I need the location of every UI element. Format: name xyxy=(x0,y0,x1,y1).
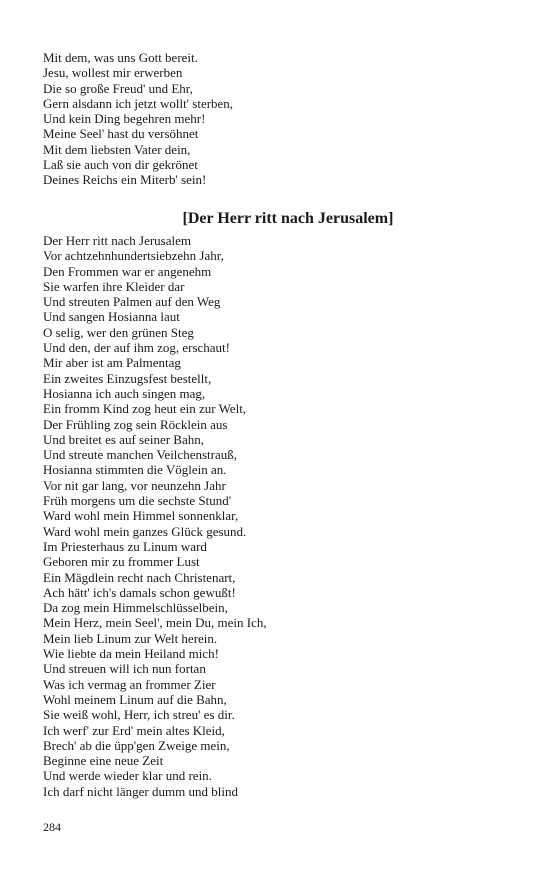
poem-line: Mit dem, was uns Gott bereit. xyxy=(43,50,198,65)
poem-line: Und den, der auf ihm zog, erschaut! xyxy=(43,340,230,356)
poem-line: Der Frühling zog sein Röcklein aus xyxy=(43,416,228,432)
poem-line: Ein fromm Kind zog heut ein zur Welt, xyxy=(43,401,247,417)
poem-line: Im Priesterhaus zu Linum ward xyxy=(43,538,207,554)
poem-line: Und breitet es auf seiner Bahn, xyxy=(43,431,205,447)
poem-line: Deines Reichs ein Miterb' sein! xyxy=(43,172,207,188)
poem-line: Ein Mägdlein recht nach Christenart, xyxy=(43,569,236,585)
poem-line: Laß sie auch von dir gekrönet xyxy=(43,157,198,173)
poem-line: Sie weiß wohl, Herr, ich streu' es dir. xyxy=(43,707,235,723)
poem-line: Ward wohl mein ganzes Glück gesund. xyxy=(43,523,247,539)
poem-line: Früh morgens um die sechste Stund' xyxy=(43,493,232,509)
poem-title-text: [Der Herr ritt nach Jerusalem] xyxy=(182,210,394,227)
poem-line: Und streuen will ich nun fortan xyxy=(43,661,206,677)
poem-line: Ich darf nicht länger dumm und blind xyxy=(43,783,238,799)
poem-line: Meine Seel' hast du versöhnet xyxy=(43,126,199,142)
poem-line: O selig, wer den grünen Steg xyxy=(43,324,194,340)
poem-line: Gern alsdann ich jetzt wollt' sterben, xyxy=(43,95,234,111)
poem-line: Mein Herz, mein Seel', mein Du, mein Ich, xyxy=(43,615,267,631)
poem-line: Und streuten Palmen auf den Weg xyxy=(43,294,221,310)
poem-line: Wie liebte da mein Heiland mich! xyxy=(43,646,219,662)
poem-line: Vor achtzehnhundertsiebzehn Jahr, xyxy=(43,248,224,264)
poem-line: Beginne eine neue Zeit xyxy=(43,753,164,769)
poem-line: Und sangen Hosianna laut xyxy=(43,309,180,325)
poem-line: Ward wohl mein Himmel sonnenklar, xyxy=(43,508,239,524)
poem-line: Den Frommen war er angenehm xyxy=(43,263,212,279)
poem-line: Und werde wieder klar und rein. xyxy=(43,768,212,784)
poem-line: Mit dem liebsten Vater dein, xyxy=(43,141,191,157)
poem-line: Ich werf' zur Erd' mein altes Kleid, xyxy=(43,722,225,738)
poem-line: Mein lieb Linum zur Welt herein. xyxy=(43,630,218,646)
poem-line: Die so große Freud' und Ehr, xyxy=(43,80,193,96)
poem-line: Vor nit gar lang, vor neunzehn Jahr xyxy=(43,477,226,493)
poem-line: Brech' ab die üpp'gen Zweige mein, xyxy=(43,737,230,753)
poem-line: Sie warfen ihre Kleider dar xyxy=(43,278,185,294)
poem-stanza-top xyxy=(43,50,523,188)
poem-line: Da zog mein Himmelschlüsselbein, xyxy=(43,600,228,616)
poem-line: Geboren mir zu frommer Lust xyxy=(43,554,200,570)
poem-line: Und streute manchen Veilchenstrauß, xyxy=(43,447,237,463)
poem-title xyxy=(0,209,550,229)
poem-line: Hosianna ich auch singen mag, xyxy=(43,385,206,401)
poem-line: Hosianna stimmten die Vöglein an. xyxy=(43,462,227,478)
poem-line: Jesu, wollest mir erwerben xyxy=(43,65,183,81)
poem-line: Wohl meinem Linum auf die Bahn, xyxy=(43,691,227,707)
page-number: 284 xyxy=(43,820,61,834)
poem-line: Was ich vermag an frommer Zier xyxy=(43,676,216,692)
poem-line: Ach hätt' ich's damals schon gewußt! xyxy=(43,584,236,600)
poem-line: Mir aber ist am Palmentag xyxy=(43,355,181,371)
poem-line: Der Herr ritt nach Jerusalem xyxy=(43,233,191,248)
poem-line: Und kein Ding begehren mehr! xyxy=(43,111,206,127)
poem-line: Ein zweites Einzugsfest bestellt, xyxy=(43,370,212,386)
poem-stanza-main xyxy=(43,233,523,799)
